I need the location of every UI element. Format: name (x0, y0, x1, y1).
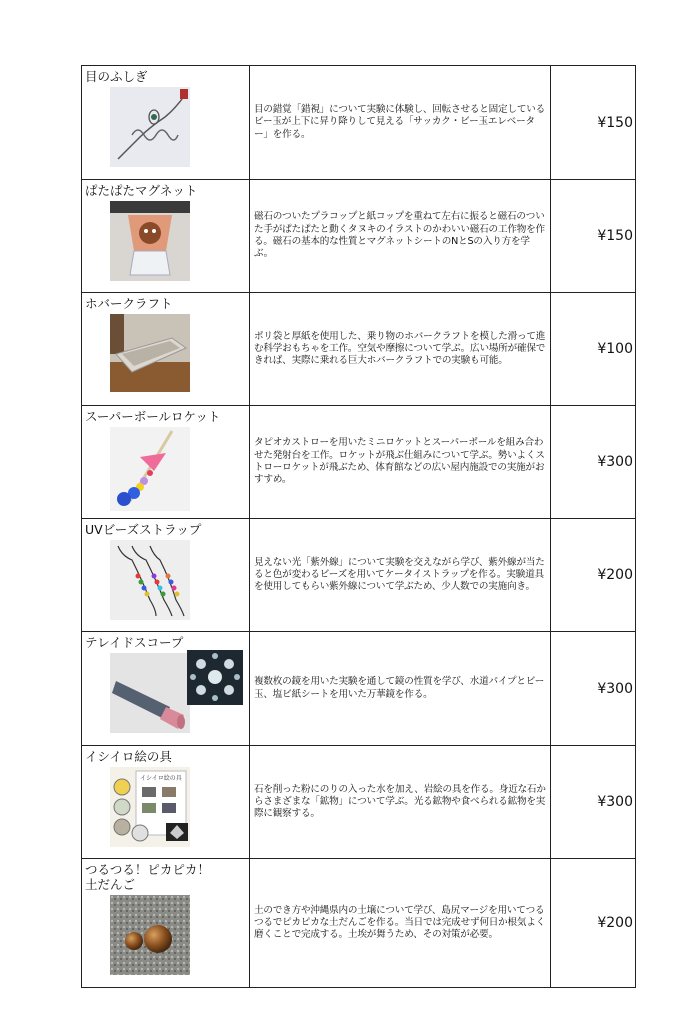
table-row (82, 293, 636, 406)
item-name: ホバークラフト (85, 296, 173, 311)
photo-ball-rocket (110, 427, 190, 511)
item-name: 目のふしぎ (85, 69, 148, 84)
item-description: タピオカストローを用いたミニロケットとスーパーボールを組み合わせた発射台を工作。ロケットが飛ぶ仕組みについて学ぶ。勢いよくストローロケットが飛ぶため、体育館などの広い屋内施設での実施がおすすめ。 (254, 437, 545, 486)
table-row (82, 746, 636, 859)
table-row (82, 406, 636, 519)
item-price: ¥200 (597, 567, 633, 583)
photo-optical-illusion (110, 87, 190, 167)
item-price: ¥300 (597, 794, 633, 810)
item-price: ¥300 (597, 680, 633, 697)
item-name: UVビーズストラップ (85, 522, 202, 537)
item-price: ¥300 (597, 454, 633, 470)
item-description: 目の錯覚「錯視」について実験に体験し、回転させると固定しているビー玉が上下に昇り降りして見える「サッカク・ビー玉エレベーター」を作る。 (254, 104, 546, 140)
photo-stone-paint (110, 767, 190, 847)
item-price: ¥150 (597, 228, 633, 244)
item-name: ぱたぱたマグネット (85, 183, 198, 198)
poster-label: イシイロ絵の具 (140, 775, 182, 782)
item-price: ¥200 (597, 915, 633, 931)
product-table (81, 65, 636, 988)
table-row (82, 180, 636, 293)
photo-mud-balls (110, 895, 190, 975)
item-price: ¥100 (597, 341, 633, 357)
item-description: 見えない光「紫外線」について実験を交えながら学び、紫外線が当たると色が変わるビーズを用いてケータイストラップを作る。実験道具を使用してもらい紫外線について学ぶため、少人数での実施向き。 (254, 556, 545, 593)
photo-hovercraft (110, 314, 190, 392)
item-name: テレイドスコープ (85, 635, 184, 650)
item-description: 石を削った粉にのりの入った水を加え、岩絵の具を作る。身近な石からさまざまな「鉱物」について学ぶ。光る鉱物や食べられる鉱物を実際に観察する。 (254, 783, 546, 820)
photo-uv-strap (110, 540, 190, 620)
item-name: つるつる！ピカピカ！ 土だんご (85, 862, 210, 892)
table-row (82, 632, 636, 746)
item-description: 磁石のついたプラコップと紙コップを重ねて左右に振ると磁石のついた手がぱたぱたと動くタヌキのイラストのかわいい磁石の工作物を作る。磁石の基本的な性質とマグネットシートのNとSの入り方を学ぶ。 (254, 211, 545, 260)
photo-magnet-cup (110, 201, 190, 281)
photo-kaleidoscope-view (187, 650, 243, 705)
item-description: 複数枚の鏡を用いた実験を通して鏡の性質を学び、水道パイプとビー玉、塩ビ紙シートを用いた万華鏡を作る。 (254, 676, 545, 700)
item-name: スーパーボールロケット (85, 409, 221, 424)
table-row (82, 66, 636, 180)
item-description: ポリ袋と厚紙を使用した、乗り物のホバークラフトを模した滑って進む科学おもちゃを工作。空気や摩擦について学ぶ。広い場所が確保できれば、実際に乗れる巨大ホバークラフトでの実験も可能。 (254, 330, 546, 367)
photo-teleidoscope (110, 653, 190, 733)
item-description: 土のでき方や沖縄県内の土壌について学び、島尻マージを用いてつるつるでピカピカな土だんごを作る。当日では完成せず何日か根気よく磨くことで完成する。土埃が舞うため、その対策が必要。 (254, 904, 546, 941)
table-row (82, 519, 636, 632)
item-price: ¥150 (597, 114, 633, 131)
item-name: イシイロ絵の具 (85, 749, 172, 764)
table-row (82, 859, 636, 988)
